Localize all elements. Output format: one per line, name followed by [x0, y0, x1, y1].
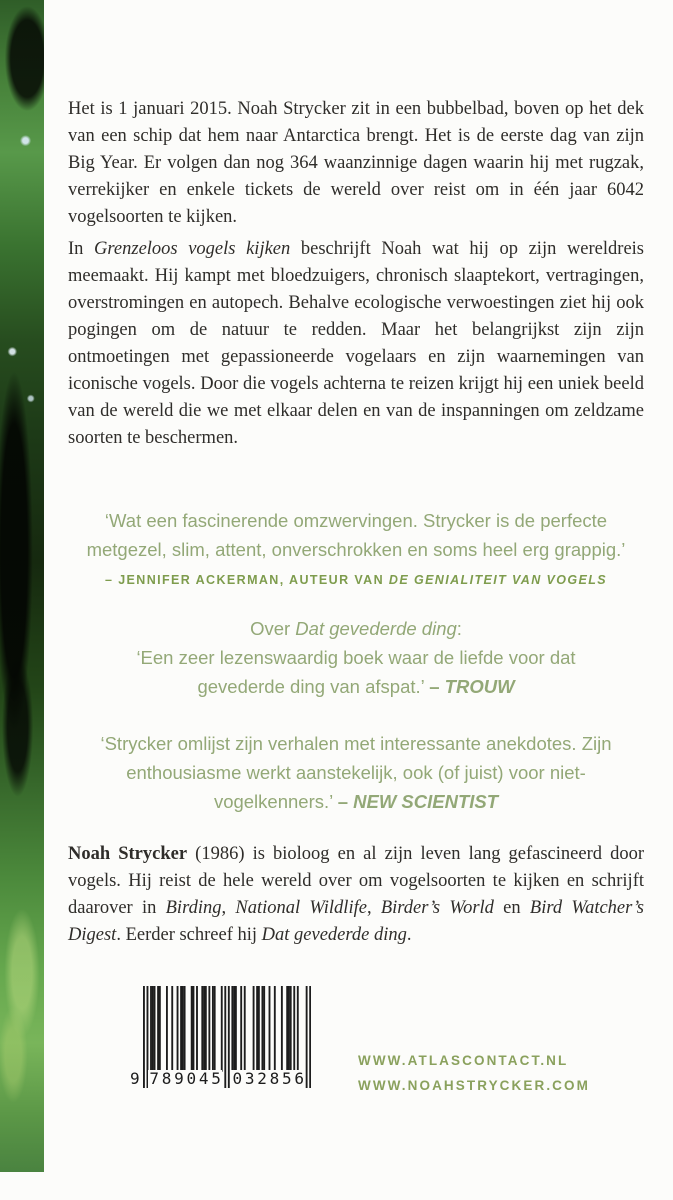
author-url: WWW.NOAHSTRYCKER.COM: [358, 1078, 590, 1093]
previous-book-review-block: [68, 614, 644, 701]
review-quotes-section: [68, 506, 644, 816]
new-scientist-review-block: [68, 729, 644, 816]
forest-photo-strip: [0, 0, 44, 1172]
synopsis-paragraph-1: Het is 1 januari 2015. Noah Strycker zit in een bubbelbad, boven op het dek van een schip dat hem naar Antarctica brengt. Het is de eerste dag van zijn Big Year. Er volgen dan nog 364 waanzinnige dagen waarin hij met rugzak, verrekijker en enkele tickets de wereld over reist om in één jaar 6042 vogelsoorten te kijken.: [68, 99, 644, 227]
synopsis-paragraph-2: In Grenzeloos vogels kijken beschrijft Noah wat hij op zijn wereldreis meemaakt. Hij kampt met bloedzuigers, chronisch slaaptekort, vertragingen, overstromingen en autopech. Behalve ecologische verwoestingen ziet hij ook pogingen om de natuur te redden. Maar het belangrijkst zijn zijn ontmoetingen met gepassioneerde vogelaars en zijn waarnemingen van iconische vogels. Door die vogels achterna te reizen krijgt hij een uniek beeld van de wereld die we met elkaar delen en van de inspanningen om zeldzame soorten te beschermen.: [68, 239, 644, 448]
website-urls: [358, 1048, 590, 1098]
review-quote-new-scientist: ‘Strycker omlijst zijn verhalen met interessante anekdotes. Zijn enthousiasme werkt aanstekelijk, ook (of juist) voor niet-vogelkenners.’ – NEW SCIENTIST: [100, 733, 612, 812]
author-bio: Noah Strycker (1986) is bioloog en al zijn leven lang gefascineerd door vogels. Hij reist de hele wereld over om vogelsoorten te kijken en schrijft daarover in Birding, National Wildlife, Birder’s World en Bird Watcher’s Digest. Eerder schreef hij Dat gevederde ding.: [68, 844, 645, 945]
review-quote-trouw: ‘Een zeer lezenswaardig boek waar de liefde voor dat gevederde ding van afspat.’ – TROUW: [136, 647, 576, 697]
publisher-url: WWW.ATLASCONTACT.NL: [358, 1053, 569, 1068]
synopsis: [68, 96, 644, 457]
over-heading: Over Dat gevederde ding:: [250, 618, 462, 639]
review-quote-ackerman: ‘Wat een fascinerende omzwervingen. Strycker is de perfecte metgezel, slim, attent, onverschrokken en soms heel erg grappig.’: [86, 510, 626, 560]
isbn-digits-right: 0 3 2 8 5 6: [232, 1069, 305, 1088]
review-attribution-ackerman: – JENNIFER ACKERMAN, AUTEUR VAN DE GENIALITEIT VAN VOGELS: [104, 573, 608, 587]
isbn-barcode: [130, 986, 311, 1088]
isbn-first-digit: 9: [130, 1069, 140, 1088]
isbn-digits-left: 7 8 9 0 4 5: [149, 1069, 221, 1088]
barcode-bars: [143, 986, 311, 1088]
